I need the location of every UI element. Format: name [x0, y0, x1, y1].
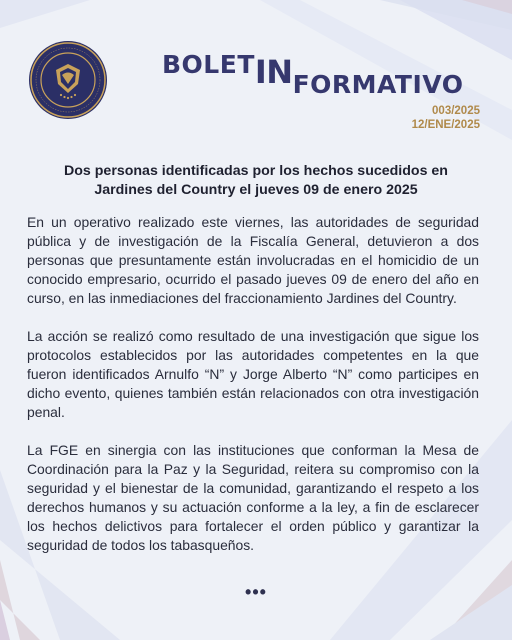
headline	[40, 162, 472, 200]
article-body	[27, 213, 479, 574]
bulletin-date: 12/ENE/2025	[411, 119, 480, 131]
fiscalia-seal-logo	[28, 40, 108, 120]
bulletin-meta	[412, 104, 480, 132]
boletin-informativo-title	[162, 50, 463, 97]
title-part-formativo: FORMATIVO	[292, 70, 464, 99]
paragraph-3: La FGE en sinergia con las instituciones que conforman la Mesa de Coordinación para la Paz y la Seguridad, reitera su compromiso con la seguridad y el bienestar de la comunidad, garantizando el respeto a los derechos humanos y su actuación conforme a la ley, a fin de esclarecer los hechos delictivos para fortalecer el orden público y garantizar la seguridad de todos los tabasqueños.	[27, 442, 479, 553]
headline-line-1: Dos personas identificadas por los hechos sucedidos en	[64, 163, 448, 179]
title-part-bolet: BOLET	[162, 50, 255, 79]
title-part-in: IN	[254, 53, 293, 91]
more-ellipsis: •••	[245, 582, 267, 602]
paragraph-2: La acción se realizó como resultado de una investigación que sigue los protocolos establecidos por las autoridades competentes en la que fueron identificados Arnulfo “N” y Jorge Alberto “N” como participes en dicho evento, quienes también están relacionados con otra investigación penal.	[27, 328, 479, 420]
bulletin-number: 003/2025	[432, 105, 480, 117]
headline-line-2: Jardines del Country el jueves 09 de enero 2025	[94, 182, 418, 198]
paragraph-1: En un operativo realizado este viernes, las autoridades de seguridad pública y de investigación de la Fiscalía General, detuvieron a dos personas que presuntamente están involucradas en el homicidio de un conocido empresario, ocurrido el pasado jueves 09 de enero del año en curso, en las inmediaciones del fraccionamiento Jardines del Country.	[27, 214, 479, 306]
